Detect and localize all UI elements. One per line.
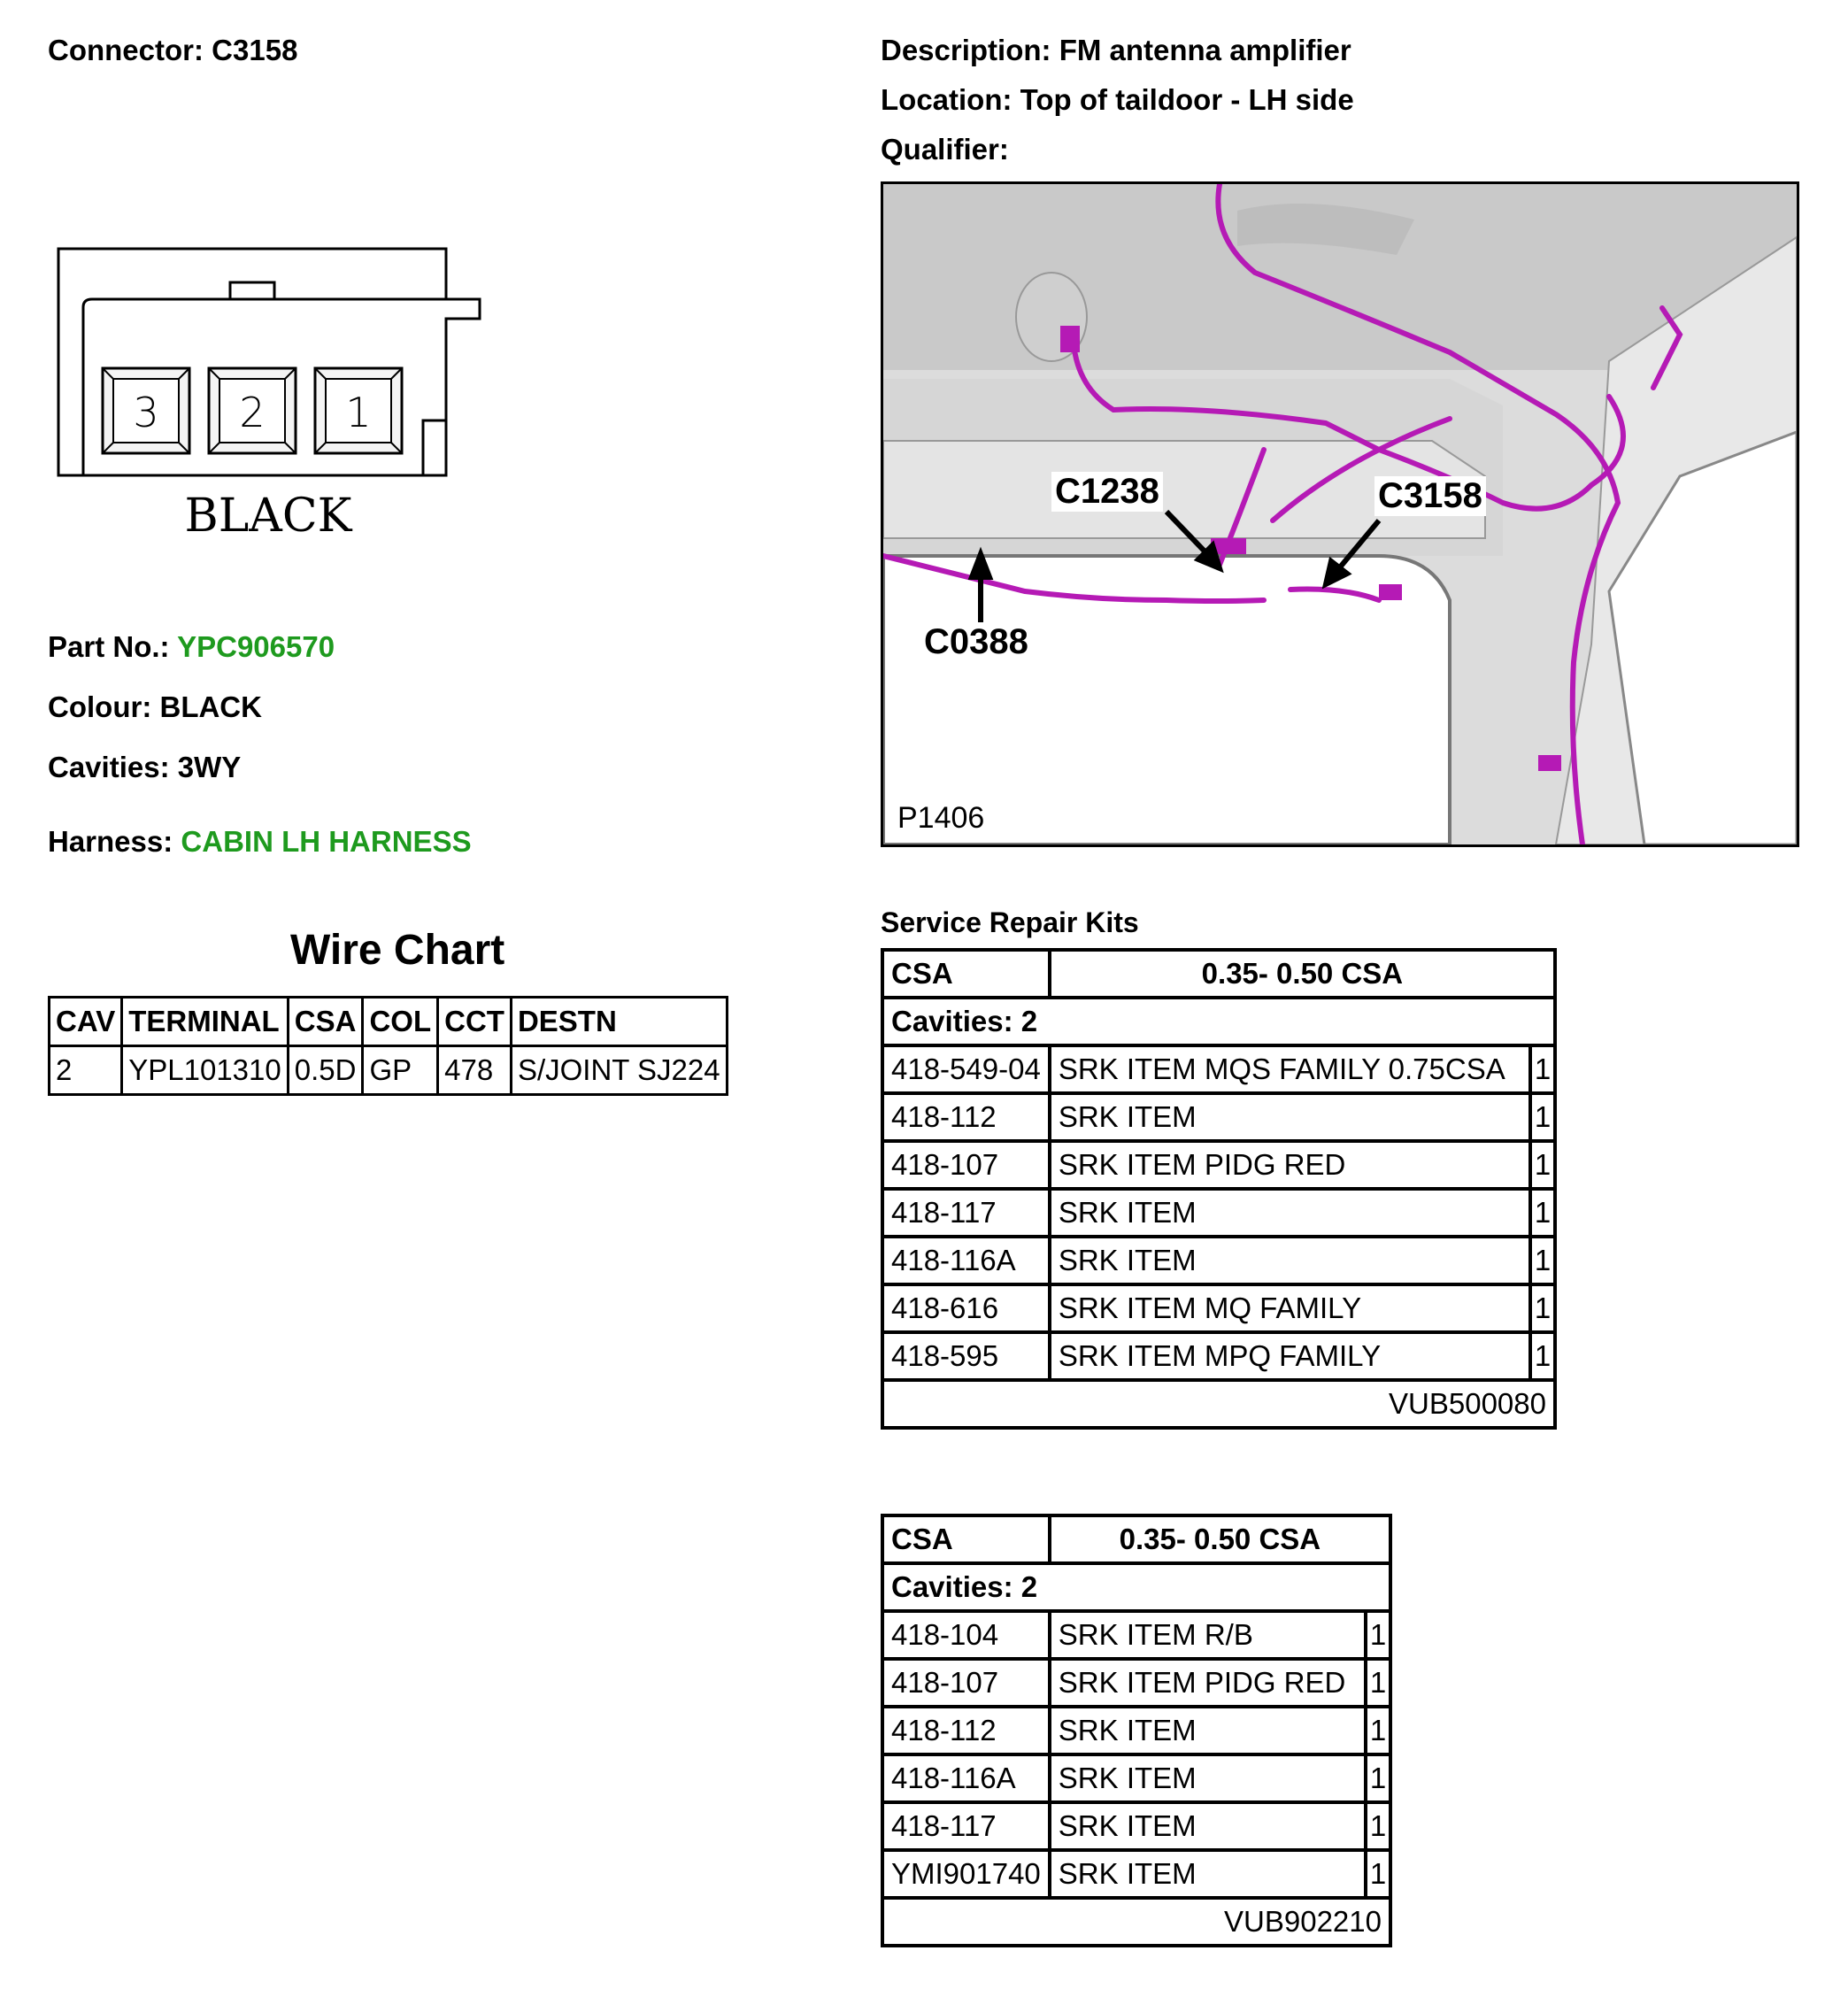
kit-item-qty: 1 [1366,1802,1390,1850]
kit-csa-value: 0.35- 0.50 CSA [1050,950,1555,998]
cell-destn: S/JOINT SJ224 [511,1046,727,1095]
kit-item-part: YMI901740 [882,1850,1050,1898]
table-row [882,1754,1390,1802]
kit-cavities-row [882,998,1555,1045]
pin-label-3: 3 [133,389,159,436]
kit-item-part: 418-616 [882,1284,1050,1332]
kit-item-part: 418-116A [882,1237,1050,1284]
kit-cavities: Cavities: 2 [882,998,1555,1045]
harness-line: Harness: CABIN LH HARNESS [48,825,472,858]
kit-item-part: 418-104 [882,1611,1050,1659]
kit-item-part: 418-549-04 [882,1045,1050,1093]
kit-item-desc: SRK ITEM [1050,1850,1366,1898]
kit-item-desc: SRK ITEM [1050,1754,1366,1802]
callout-c1238: C1238 [1051,472,1163,512]
kit-item-qty: 1 [1530,1284,1555,1332]
header-csa: CSA [288,998,363,1046]
colour-line: Colour: BLACK [48,690,262,723]
kit-item-qty: 1 [1366,1707,1390,1754]
kit-item-desc: SRK ITEM MPQ FAMILY [1050,1332,1530,1380]
kit-item-desc: SRK ITEM MQ FAMILY [1050,1284,1530,1332]
kit-item-qty: 1 [1530,1141,1555,1189]
kit-item-part: 418-116A [882,1754,1050,1802]
table-row [882,1237,1555,1284]
kit-item-qty: 1 [1530,1189,1555,1237]
kit-item-desc: SRK ITEM [1050,1189,1530,1237]
table-row [50,1046,728,1095]
connector-heading: Connector: C3158 [48,34,298,66]
callout-c3158: C3158 [1374,476,1486,516]
header-terminal: TERMINAL [122,998,289,1046]
repair-kit-table-2 [881,1514,1392,1947]
kit-item-qty: 1 [1530,1237,1555,1284]
header-destn: DESTN [511,998,727,1046]
table-row [882,1332,1555,1380]
table-row [882,1093,1555,1141]
kit-number: VUB902210 [882,1898,1390,1946]
callout-c0388: C0388 [920,622,1032,662]
location-value: Top of taildoor - LH side [1020,83,1354,116]
description-heading: Description: FM antenna amplifier [881,34,1351,66]
header-cav: CAV [50,998,122,1046]
location-heading: Location: Top of taildoor - LH side [881,83,1354,116]
wire-chart-title: Wire Chart [290,927,505,974]
kit-csa-label: CSA [882,1515,1050,1563]
cell-terminal: YPL101310 [122,1046,289,1095]
kit-item-qty: 1 [1530,1332,1555,1380]
kit-item-desc: SRK ITEM [1050,1093,1530,1141]
harness-link[interactable]: CABIN LH HARNESS [181,825,472,858]
kit-item-part: 418-595 [882,1332,1050,1380]
kit-item-part: 418-117 [882,1802,1050,1850]
table-row [882,1611,1390,1659]
kit-item-qty: 1 [1366,1850,1390,1898]
cavities-value: 3WY [177,751,242,783]
cavity-1 [315,368,402,453]
table-row [882,1707,1390,1754]
photo-reference: P1406 [894,801,988,836]
kit-item-desc: SRK ITEM PIDG RED [1050,1141,1530,1189]
header-cct: CCT [438,998,512,1046]
pin-label-1: 1 [345,389,372,436]
vehicle-illustration [883,184,1797,844]
kit-item-qty: 1 [1366,1659,1390,1707]
kit-csa-value: 0.35- 0.50 CSA [1050,1515,1390,1563]
kit-number-row [882,1380,1555,1428]
kit-number: VUB500080 [882,1380,1555,1428]
kit-item-desc: SRK ITEM PIDG RED [1050,1659,1366,1707]
repair-kits-title: Service Repair Kits [881,906,1139,938]
description-value: FM antenna amplifier [1059,34,1351,66]
repair-kit-table-1 [881,948,1557,1430]
colour-value: BLACK [159,690,262,723]
connector-colour-text: BLACK [184,490,352,543]
wire-chart-header-row [50,998,728,1046]
kit-item-qty: 1 [1530,1045,1555,1093]
kit-item-desc: SRK ITEM [1050,1802,1366,1850]
cell-col: GP [363,1046,438,1095]
kit-item-desc: SRK ITEM [1050,1707,1366,1754]
table-row [882,1802,1390,1850]
kit-item-qty: 1 [1366,1754,1390,1802]
table-row [882,1659,1390,1707]
qualifier-heading: Qualifier: [881,133,1009,166]
cell-cav: 2 [50,1046,122,1095]
wire-chart-table [48,996,728,1096]
part-number: Part No.: YPC906570 [48,630,335,663]
kit-item-desc: SRK ITEM [1050,1237,1530,1284]
table-row [882,1045,1555,1093]
kit-item-desc: SRK ITEM MQS FAMILY 0.75CSA [1050,1045,1530,1093]
cell-csa: 0.5D [288,1046,363,1095]
location-photo [881,181,1799,847]
connector-face-diagram [53,243,496,553]
kit-item-qty: 1 [1366,1611,1390,1659]
part-number-link[interactable]: YPC906570 [177,630,335,663]
pin-label-2: 2 [239,389,266,436]
table-row [882,1850,1390,1898]
kit-item-part: 418-117 [882,1189,1050,1237]
kit-cavities-row [882,1563,1390,1611]
table-row [882,1189,1555,1237]
kit-csa-label: CSA [882,950,1050,998]
kit-cavities: Cavities: 2 [882,1563,1390,1611]
kit-item-qty: 1 [1530,1093,1555,1141]
cell-cct: 478 [438,1046,512,1095]
header-col: COL [363,998,438,1046]
cavity-3 [103,368,189,453]
kit-item-part: 418-107 [882,1141,1050,1189]
kit-item-part: 418-112 [882,1093,1050,1141]
connector-id: C3158 [212,34,298,66]
kit-item-part: 418-107 [882,1659,1050,1707]
cavities-line: Cavities: 3WY [48,751,242,783]
table-row [882,1284,1555,1332]
kit-number-row [882,1898,1390,1946]
kit-header-row [882,950,1555,998]
kit-item-part: 418-112 [882,1707,1050,1754]
kit-item-desc: SRK ITEM R/B [1050,1611,1366,1659]
table-row [882,1141,1555,1189]
cavity-2 [209,368,296,453]
kit-header-row [882,1515,1390,1563]
